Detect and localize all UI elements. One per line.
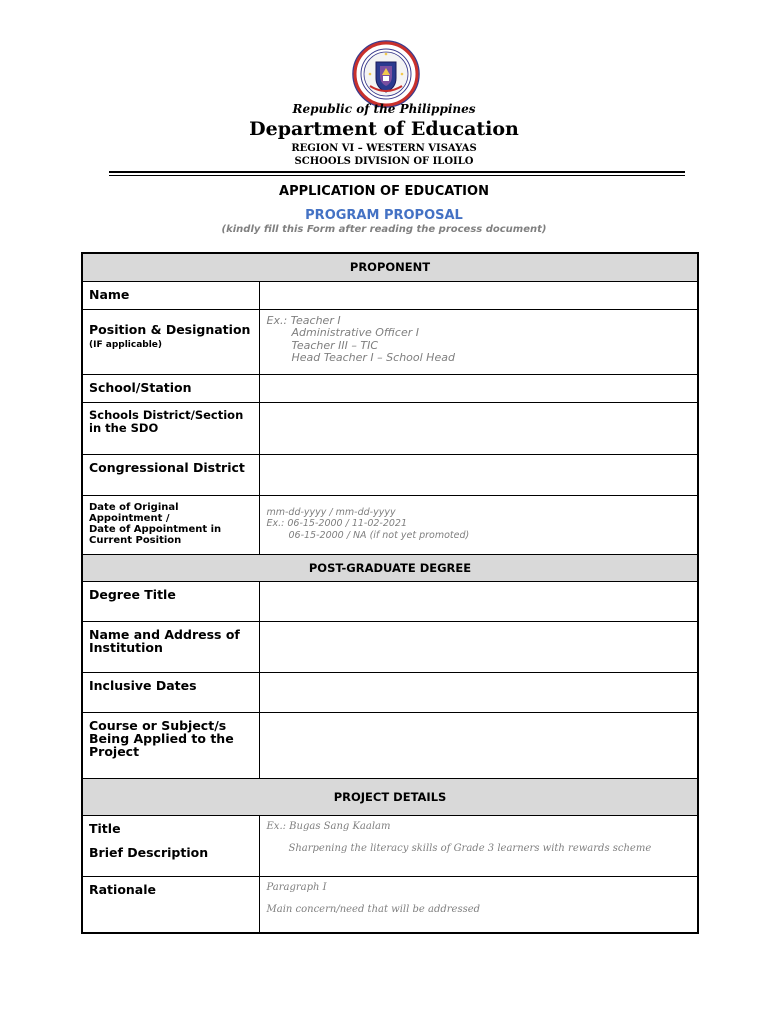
- position-label: Position & Designation (IF applicable): [82, 309, 259, 374]
- course-field[interactable]: [259, 712, 698, 778]
- deped-seal-logo: [352, 40, 420, 108]
- position-note: (IF applicable): [89, 339, 163, 350]
- brief-hint: Sharpening the literacy skills of Grade 3 learners with rewards scheme: [288, 843, 652, 855]
- header-divider: [109, 171, 685, 173]
- department-heading: Department of Education: [249, 118, 519, 140]
- title-hint: Ex.: Bugas Sang Kaalam: [266, 820, 391, 832]
- position-hint: Teacher III – TIC: [291, 338, 379, 352]
- application-form-table: [81, 252, 699, 934]
- division-heading: SCHOOLS DIVISION OF ILOILO: [294, 156, 474, 167]
- header-divider-thin: [109, 175, 685, 176]
- title-label: Title: [89, 820, 121, 836]
- congressional-label: Congressional District: [82, 454, 259, 495]
- section-postgraduate: POST-GRADUATE DEGREE: [82, 554, 698, 581]
- degree-field[interactable]: [259, 581, 698, 621]
- form-instruction: (kindly fill this Form after reading the process document): [221, 224, 547, 235]
- institution-field[interactable]: [259, 621, 698, 672]
- title-description-label: [82, 815, 259, 876]
- table-row: [82, 621, 698, 672]
- title-description-field[interactable]: [259, 815, 698, 876]
- table-row: [82, 815, 698, 876]
- school-label: School/Station: [82, 374, 259, 402]
- table-row: [82, 309, 698, 374]
- brief-description-label: Brief Description: [89, 844, 209, 860]
- name-label: Name: [82, 281, 259, 309]
- institution-label: Name and Address of Institution: [82, 621, 259, 672]
- appointment-date-label: Date of Original Appointment / Date of Appointment in Current Position: [82, 495, 259, 554]
- degree-label: Degree Title: [82, 581, 259, 621]
- rationale-label: Rationale: [82, 876, 259, 933]
- date-hint: 06-15-2000 / NA (if not yet promoted): [288, 529, 470, 541]
- school-field[interactable]: [259, 374, 698, 402]
- region-heading: REGION VI – WESTERN VISAYAS: [291, 143, 477, 154]
- rationale-hint: Main concern/need that will be addressed: [266, 904, 481, 916]
- inclusive-dates-label: Inclusive Dates: [82, 672, 259, 712]
- table-row: [82, 281, 698, 309]
- form-subtitle: PROGRAM PROPOSAL: [305, 208, 463, 223]
- inclusive-dates-field[interactable]: [259, 672, 698, 712]
- position-hint: Head Teacher I – School Head: [291, 351, 455, 365]
- course-label: Course or Subject/s Being Applied to the Project: [82, 712, 259, 778]
- position-hint: Ex.: Teacher I: [266, 313, 341, 327]
- rationale-field[interactable]: [259, 876, 698, 933]
- date-hint: Ex.: 06-15-2000 / 11-02-2021: [266, 518, 408, 529]
- table-row: [82, 581, 698, 621]
- appointment-date-field[interactable]: [259, 495, 698, 554]
- table-row: [82, 672, 698, 712]
- position-hint: Administrative Officer I: [291, 326, 419, 340]
- table-row: [82, 876, 698, 933]
- district-field[interactable]: [259, 402, 698, 454]
- district-label: Schools District/Section in the SDO: [82, 402, 259, 454]
- section-proponent: PROPONENT: [82, 253, 698, 281]
- section-project-details: PROJECT DETAILS: [82, 778, 698, 815]
- table-row: [82, 374, 698, 402]
- rationale-hint: Paragraph I: [266, 881, 327, 893]
- form-title: APPLICATION OF EDUCATION: [279, 184, 489, 199]
- republic-heading: Republic of the Philippines: [292, 102, 476, 116]
- name-field[interactable]: [259, 281, 698, 309]
- position-field[interactable]: [259, 309, 698, 374]
- table-row: [82, 495, 698, 554]
- table-row: [82, 712, 698, 778]
- congressional-field[interactable]: [259, 454, 698, 495]
- date-hint: mm-dd-yyyy / mm-dd-yyyy: [266, 506, 396, 518]
- table-row: [82, 402, 698, 454]
- table-row: [82, 454, 698, 495]
